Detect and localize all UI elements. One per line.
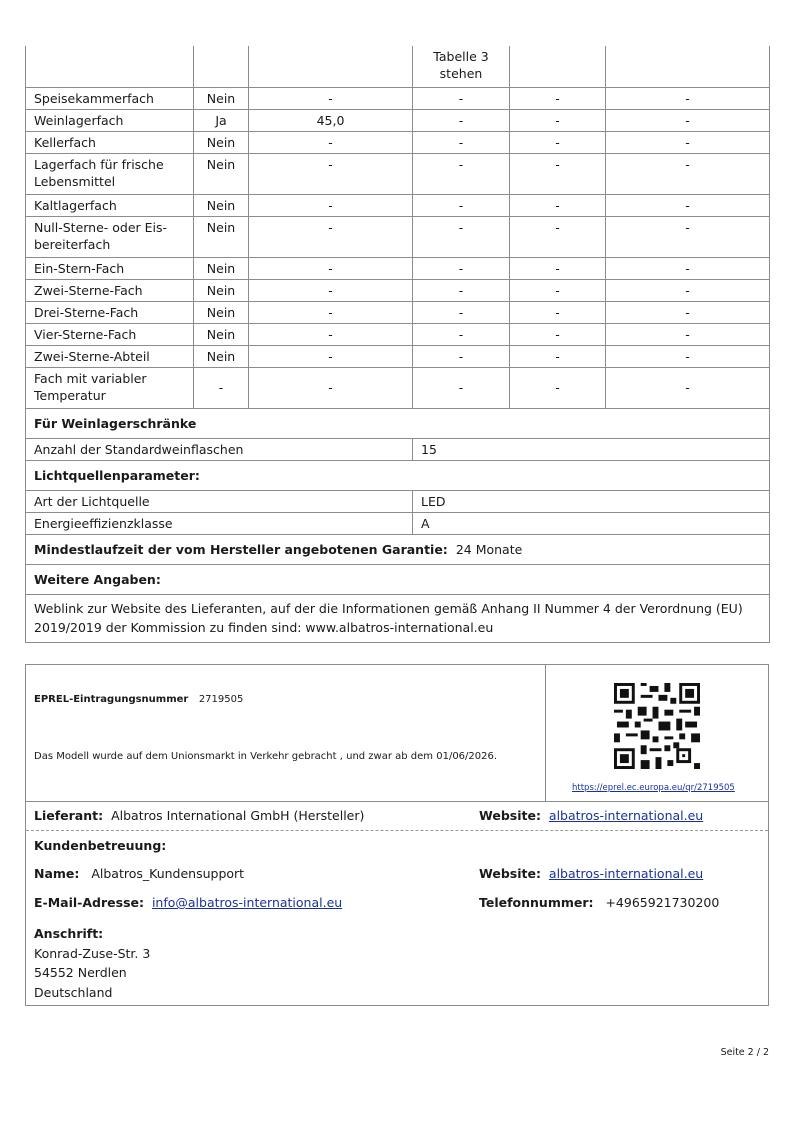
compartment-present: Nein bbox=[194, 194, 249, 216]
compartment-value: - bbox=[510, 216, 606, 257]
compartment-value: - bbox=[606, 109, 770, 131]
compartment-value: - bbox=[249, 279, 413, 301]
supplier-label: Lieferant: bbox=[34, 808, 104, 823]
table-row bbox=[26, 216, 770, 257]
compartment-value: - bbox=[510, 109, 606, 131]
compartment-value: - bbox=[510, 279, 606, 301]
compartment-present: Ja bbox=[194, 109, 249, 131]
compartment-value: - bbox=[413, 153, 510, 194]
compartment-value: - bbox=[413, 216, 510, 257]
compartment-value: - bbox=[606, 194, 770, 216]
compartment-value: - bbox=[510, 257, 606, 279]
table-row bbox=[26, 194, 770, 216]
compartment-value: - bbox=[413, 323, 510, 345]
support-name-label: Name: bbox=[34, 866, 80, 881]
table-row bbox=[26, 345, 770, 367]
compartment-value: - bbox=[249, 216, 413, 257]
compartment-value: - bbox=[606, 301, 770, 323]
compartment-value: - bbox=[510, 131, 606, 153]
support-email-label: E-Mail-Adresse: bbox=[34, 895, 144, 910]
dashed-divider bbox=[26, 830, 768, 831]
compartment-present: Nein bbox=[194, 301, 249, 323]
compartment-name: Weinlagerfach bbox=[26, 109, 194, 131]
page-number: Seite 2 / 2 bbox=[720, 1047, 769, 1058]
compartment-present: Nein bbox=[194, 87, 249, 109]
address-line: Deutschland bbox=[34, 984, 113, 1000]
compartment-name: Lagerfach für frische Lebensmittel bbox=[26, 153, 194, 194]
light-type-value: LED bbox=[413, 490, 770, 512]
compartment-value: - bbox=[510, 323, 606, 345]
support-website-link[interactable]: albatros-international.eu bbox=[548, 866, 704, 881]
wine-bottles-value: 15 bbox=[413, 438, 770, 460]
support-name-value: Albatros_Kundensupport bbox=[91, 866, 245, 881]
compartment-value: - bbox=[606, 323, 770, 345]
compartment-name: Kaltlagerfach bbox=[26, 194, 194, 216]
compartment-present: Nein bbox=[194, 216, 249, 257]
light-type-label: Art der Lichtquelle bbox=[26, 490, 413, 512]
compartment-value: - bbox=[413, 131, 510, 153]
warranty-label: Mindestlaufzeit der vom Hersteller angebotenen Garantie: bbox=[34, 541, 448, 557]
compartment-value: - bbox=[249, 87, 413, 109]
compartment-value: - bbox=[249, 194, 413, 216]
address-line: 54552 Nerdlen bbox=[34, 965, 127, 980]
compartment-value: - bbox=[413, 345, 510, 367]
market-text: Das Modell wurde auf dem Unionsmarkt in Verkehr gebracht , und zwar ab dem 01/06/2026. bbox=[34, 751, 498, 762]
table-row bbox=[26, 279, 770, 301]
compartment-value: - bbox=[606, 257, 770, 279]
qr-section bbox=[546, 665, 768, 801]
compartment-value: - bbox=[413, 109, 510, 131]
address-line: Konrad-Zuse-Str. 3 bbox=[34, 945, 151, 961]
support-website-label: Website: bbox=[479, 866, 541, 881]
compartment-value: - bbox=[510, 194, 606, 216]
compartment-value: - bbox=[249, 153, 413, 194]
table-row bbox=[26, 131, 770, 153]
supplier-value: Albatros International GmbH (Hersteller) bbox=[111, 808, 365, 823]
qr-code-icon bbox=[614, 683, 700, 769]
eprel-number: 2719505 bbox=[198, 694, 244, 705]
table-row bbox=[26, 109, 770, 131]
compartment-present: Nein bbox=[194, 279, 249, 301]
compartment-value: - bbox=[510, 345, 606, 367]
eprel-label: EPREL-Eintragungsnummer bbox=[34, 694, 189, 705]
compartment-value: - bbox=[606, 131, 770, 153]
compartment-name: Fach mit variabler Temperatur bbox=[26, 367, 194, 408]
compartment-value: - bbox=[510, 87, 606, 109]
compartment-value: - bbox=[606, 279, 770, 301]
compartment-present: Nein bbox=[194, 153, 249, 194]
compartment-value: - bbox=[413, 194, 510, 216]
compartment-value: - bbox=[510, 367, 606, 408]
support-heading: Kundenbetreuung: bbox=[34, 838, 167, 853]
light-heading: Lichtquellenparameter: bbox=[26, 460, 770, 490]
compartment-present: Nein bbox=[194, 323, 249, 345]
compartment-value: - bbox=[606, 367, 770, 408]
compartment-value: - bbox=[249, 345, 413, 367]
compartment-present: Nein bbox=[194, 345, 249, 367]
compartment-present: Nein bbox=[194, 257, 249, 279]
compartment-name: Speisekammerfach bbox=[26, 87, 194, 109]
supplier-website-label: Website: bbox=[479, 808, 541, 823]
table-row bbox=[26, 323, 770, 345]
table-row bbox=[26, 367, 770, 408]
warranty-value: 24 Monate bbox=[455, 541, 523, 557]
compartment-table bbox=[25, 46, 770, 643]
compartment-value: - bbox=[606, 345, 770, 367]
compartment-name: Zwei-Sterne-Fach bbox=[26, 279, 194, 301]
support-phone-label: Telefonnummer: bbox=[479, 895, 594, 910]
divider bbox=[26, 801, 768, 802]
compartment-value: - bbox=[249, 323, 413, 345]
compartment-name: Null-Sterne- oder Eis-bereiterfach bbox=[26, 216, 194, 257]
compartment-name: Ein-Stern-Fach bbox=[26, 257, 194, 279]
warranty-row bbox=[26, 534, 770, 564]
address-label: Anschrift: bbox=[34, 926, 104, 941]
address-block bbox=[34, 924, 150, 1002]
compartment-present: - bbox=[194, 367, 249, 408]
further-heading: Weitere Angaben: bbox=[26, 564, 770, 594]
compartment-value: - bbox=[249, 257, 413, 279]
compartment-value: - bbox=[249, 301, 413, 323]
supplier-website-link[interactable]: albatros-international.eu bbox=[548, 808, 704, 823]
light-class-label: Energieeffizienzklasse bbox=[26, 512, 413, 534]
further-text: Weblink zur Website des Lieferanten, auf der die Informationen gemäß Anhang II Nummer 4 der Verordnung (EU) 2019/2019 der Kommission zu finden sind: www.albatros-international.eu bbox=[26, 594, 770, 642]
compartment-value: - bbox=[249, 367, 413, 408]
compartment-name: Kellerfach bbox=[26, 131, 194, 153]
compartment-value: - bbox=[413, 257, 510, 279]
table-row bbox=[26, 153, 770, 194]
compartment-value: - bbox=[249, 131, 413, 153]
table-row bbox=[26, 301, 770, 323]
compartment-value: - bbox=[606, 216, 770, 257]
compartment-name: Zwei-Sterne-Abteil bbox=[26, 345, 194, 367]
compartment-value: - bbox=[413, 367, 510, 408]
contact-box bbox=[25, 664, 769, 1006]
wine-heading: Für Weinlagerschränke bbox=[26, 408, 770, 438]
eprel-section bbox=[26, 665, 546, 801]
compartment-value: - bbox=[606, 153, 770, 194]
compartment-value: - bbox=[606, 87, 770, 109]
support-email-link[interactable]: info@albatros-international.eu bbox=[151, 895, 343, 910]
light-class-value: A bbox=[413, 512, 770, 534]
compartment-value: - bbox=[510, 153, 606, 194]
compartment-present: Nein bbox=[194, 131, 249, 153]
table-row bbox=[26, 257, 770, 279]
compartment-value: - bbox=[413, 279, 510, 301]
compartment-name: Vier-Sterne-Fach bbox=[26, 323, 194, 345]
compartment-value: - bbox=[413, 301, 510, 323]
qr-link[interactable]: https://eprel.ec.europa.eu/qr/2719505 bbox=[572, 783, 735, 793]
support-phone-value: +4965921730200 bbox=[605, 895, 720, 910]
compartment-name: Drei-Sterne-Fach bbox=[26, 301, 194, 323]
wine-bottles-label: Anzahl der Standardweinflaschen bbox=[26, 438, 413, 460]
table-head-cell: Tabelle 3 stehen bbox=[413, 46, 510, 87]
compartment-value: - bbox=[413, 87, 510, 109]
compartment-value: - bbox=[510, 301, 606, 323]
compartment-value: 45,0 bbox=[249, 109, 413, 131]
table-row bbox=[26, 87, 770, 109]
